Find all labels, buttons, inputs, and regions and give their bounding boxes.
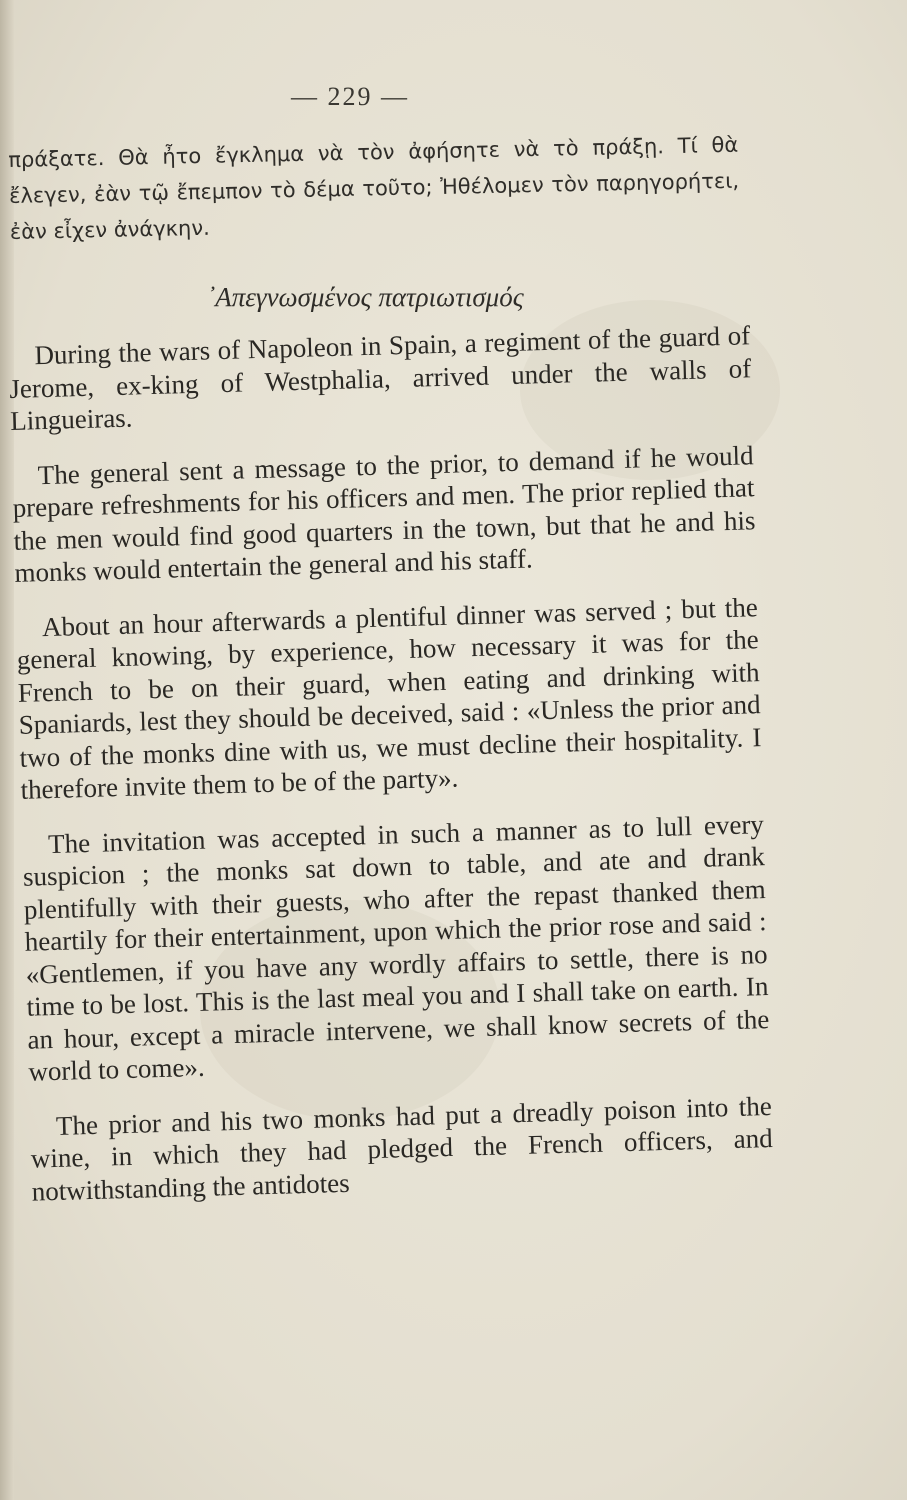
paragraph: The invitation was accepted in such a manner as to lull every suspicion ; the monks sat down to table, and ate and drank plentifully with their guests, who after the repast thanked them heartily for their entertainment, upon which the prior rose and said : «Gentlemen, if you have any wordly affairs to settle, there is no time to be lost. This is the last meal you and I shall take on earth. In an hour, except a miracle intervene, we shall know secrets of the world to come». bbox=[22, 808, 770, 1087]
greek-paragraph: πράξατε. Θὰ ἦτο ἔγκλημα νὰ τὸν ἀφήσητε νὰ τὸ πράξῃ. Τί θὰ ἔλεγεν, ἐὰν τῷ ἔπεμπον τὸ δέμα τοῦτο; Ἠθέλομεν τὸν παρηγορήτει, ἐὰν εἶχεν ἀνάγκην. bbox=[8, 132, 740, 244]
body-text bbox=[8, 319, 775, 1229]
paragraph: The prior and his two monks had put a dreadly poison into the wine, in which they had pledged the French officers, and notwithstanding the antidotes bbox=[30, 1090, 773, 1207]
paragraph: During the wars of Napoleon in Spain, a regiment of the guard of Jerome, ex-king of Westphalia, arrived under the walls of Lingueiras. bbox=[8, 320, 752, 436]
section-heading: ᾽Απεγνωσμένος πατριωτισμός bbox=[206, 282, 524, 312]
paragraph: The general sent a message to the prior, to demand if he would prepare refreshments for his officers and men. The prior replied that the men would find good quarters in the town, but that he and his monks would entertain the general and his staff. bbox=[12, 439, 756, 588]
paragraph: About an hour afterwards a plentiful dinner was served ; but the general knowing, by experience, how necessary it was for the French to be on their guard, when eating and drinking with Spaniards, lest they should be deceived, said : «Unless the prior and two of the monks dine with us, we must decline their hospitality. I therefore invite them to be of the party». bbox=[16, 591, 762, 805]
page-number: — 229 — bbox=[291, 82, 409, 111]
